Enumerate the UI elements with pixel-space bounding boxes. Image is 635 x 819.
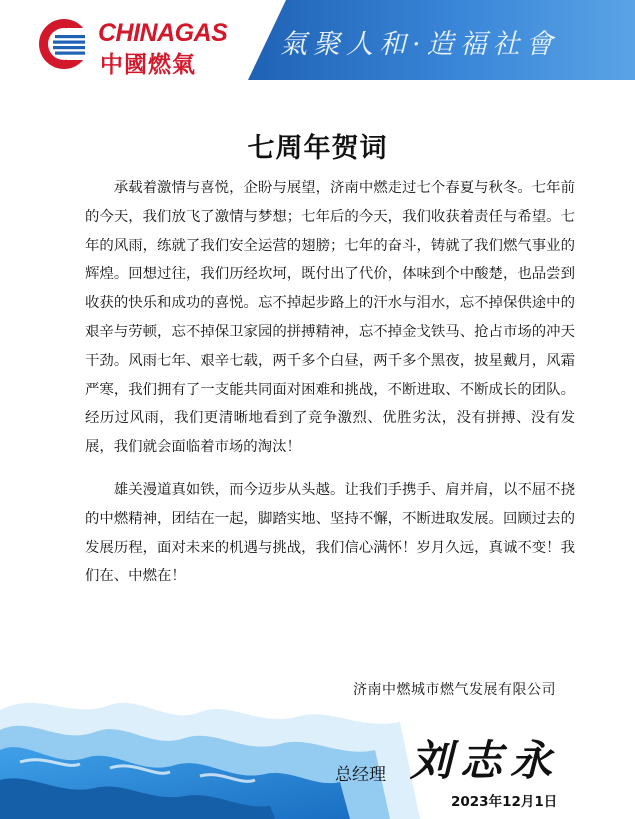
document-body [85,174,575,605]
brand-name-en: CHINAGAS [98,19,228,47]
company-name: 济南中燃城市燃气发展有限公司 [353,682,556,698]
document-date: 2023年12月1日 [451,794,558,810]
signatory-title: 总经理 [335,765,386,785]
body-paragraph: 雄关漫道真如铁，而今迈步从头越。让我们手携手、肩并肩，以不屈不挠的中燃精神，团结在一起，脚踏实地、坚持不懈，不断进取发展。回顾过去的发展历程，面对未来的机遇与挑战，我们信心满怀！岁月久远，真诚不变！我们在、中燃在！ [85,481,575,585]
handwritten-signature: 刘志永 [410,736,561,785]
document-title: 七周年贺词 [247,133,388,165]
body-paragraph: 承载着激情与喜悦，企盼与展望，济南中燃走过七个春夏与秋冬。七年前的今天，我们放飞了激情与梦想；七年后的今天，我们收获着责任与希望。七年的风雨，练就了我们安全运营的翅膀；七年的奋斗，铸就了我们燃气事业的辉煌。回想过往，我们历经坎坷，既付出了代价，体味到个中酸楚，也品尝到收获的快乐和成功的喜悦。忘不掉起步路上的汗水与泪水，忘不掉保供途中的艰辛与劳顿，忘不掉保卫家园的拼搏精神，忘不掉金戈铁马、抢占市场的冲天干劲。风雨七年、艰辛七载，两千多个白昼，两千多个黑夜，披星戴月，风霜严寒，我们拥有了一支能共同面对困难和挑战，不断进取、不断成长的团队。经历过风雨，我们更清晰地看到了竞争激烈、优胜劣汰，没有拼搏、没有发展，我们就会面临着市场的淘汰！ [85,180,575,456]
slogan-text: 氣聚人和·造福社會 [280,29,559,60]
letterhead [0,0,635,80]
wave-decoration [0,650,420,819]
brand-name-cn: 中國燃氣 [100,52,196,78]
chinagas-logo-icon [38,18,90,70]
